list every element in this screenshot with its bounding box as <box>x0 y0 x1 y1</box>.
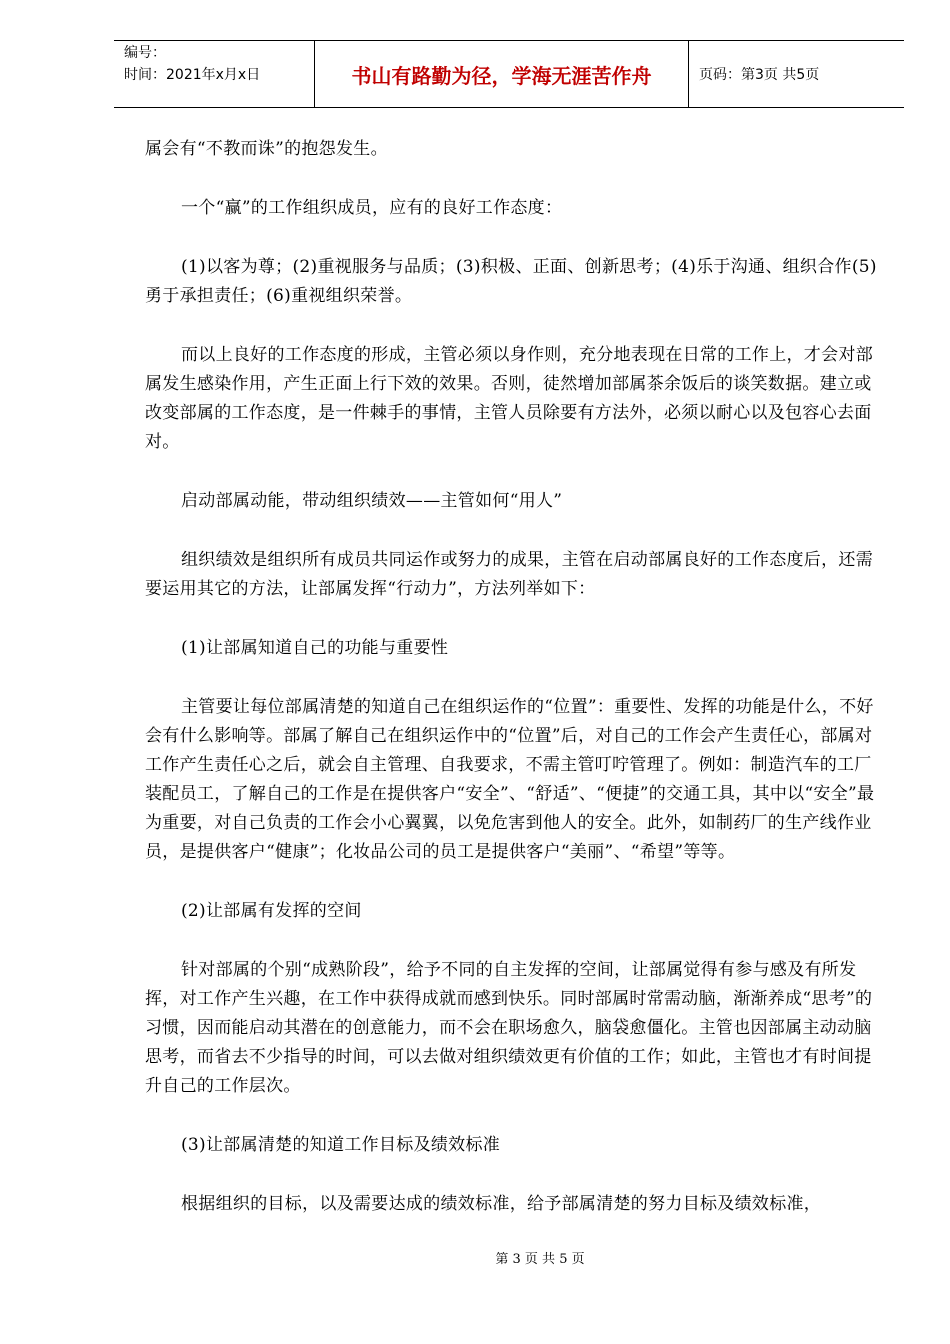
document-header <box>114 40 904 108</box>
section-heading: 启动部属动能，带动组织绩效——主管如何“用人” <box>181 491 563 511</box>
header-motto: 书山有路勤为径，学海无涯苦作舟 <box>315 41 689 107</box>
doc-time-label: 时间：2021年x月x日 <box>124 67 261 83</box>
list-item-heading: (3)让部属清楚的知道工作目标及绩效标准 <box>181 1135 501 1155</box>
page-footer: 第 3 页 共 5 页 <box>495 1252 585 1267</box>
doc-number-label: 编号： <box>124 45 166 61</box>
paragraph: 而以上良好的工作态度的形成，主管必须以身作则，充分地表现在日常的工作上，才会对部属发生感染作用，产生正面上行下效的效果。否则，徒然增加部属茶余饭后的谈笑数据。建立或改变部属的工作态度，是一件棘手的事情，主管人员除要有方法外，必须以耐心以及包容心去面对。 <box>145 345 873 452</box>
list-item-heading: (2)让部属有发挥的空间 <box>181 901 362 921</box>
paragraph: 主管要让每位部属清楚的知道自己在组织运作的“位置”：重要性、发挥的功能是什么，不好会有什么影响等。部属了解自己在组织运作中的“位置”后，对自己的工作会产生责任心，部属对工作产生责任心之后，就会自主管理、自我要求，不需主管叮咛管理了。例如：制造汽车的工厂装配员工，了解自己的工作是在提供客户“安全”、“舒适”、“便捷”的交通工具，其中以“安全”最为重要，对自己负责的工作会小心翼翼，以免危害到他人的安全。此外，如制药厂的生产线作业员，是提供客户“健康”；化妆品公司的员工是提供客户“美丽”、“希望”等等。 <box>145 697 875 862</box>
list-item-heading: (1)让部属知道自己的功能与重要性 <box>181 638 449 658</box>
paragraph: 组织绩效是组织所有成员共同运作或努力的成果，主管在启动部属良好的工作态度后，还需要运用其它的方法，让部属发挥“行动力”，方法列举如下： <box>145 550 873 599</box>
paragraph: 一个“赢”的工作组织成员，应有的良好工作态度： <box>181 198 563 218</box>
document-body <box>145 135 881 1249</box>
paragraph: 根据组织的目标，以及需要达成的绩效标准，给予部属清楚的努力目标及绩效标准， <box>181 1194 822 1214</box>
paragraph: 针对部属的个别“成熟阶段”，给予不同的自主发挥的空间，让部属觉得有参与感及有所发挥，对工作产生兴趣，在工作中获得成就而感到快乐。同时部属时常需动脑，渐渐养成“思考”的习惯，因而能启动其潜在的创意能力，而不会在职场愈久，脑袋愈僵化。主管也因部属主动动脑思考，而省去不少指导的时间，可以去做对组织绩效更有价值的工作；如此，主管也才有时间提升自己的工作层次。 <box>145 960 873 1096</box>
paragraph: 属会有“不教而诛”的抱怨发生。 <box>145 139 388 159</box>
header-page-number: 页码：第3页 共5页 <box>699 67 820 83</box>
header-meta <box>114 41 315 107</box>
paragraph: (1)以客为尊；(2)重视服务与品质；(3)积极、正面、创新思考；(4)乐于沟通、组织合作(5)勇于承担责任；(6)重视组织荣誉。 <box>145 257 877 306</box>
